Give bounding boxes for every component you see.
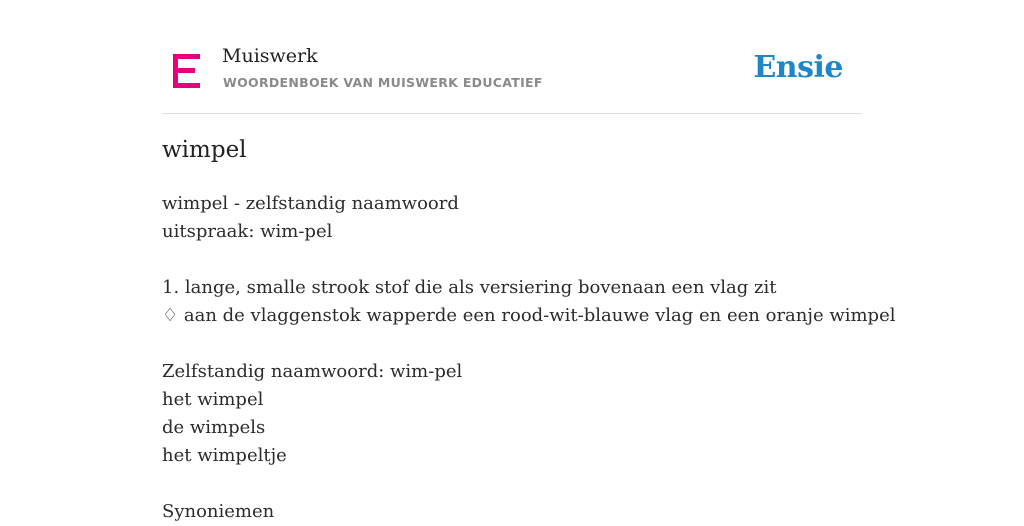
ensie-logo-link[interactable]: Ensie [753, 50, 843, 85]
definition: 1. lange, smalle strook stof die als versiering bovenaan een vlag zit [162, 277, 777, 298]
muiswerk-logo-icon[interactable] [173, 54, 200, 88]
page [162, 0, 896, 522]
word-class-line: wimpel - zelfstandig naamwoord [162, 193, 459, 214]
word-form: het wimpeltje [162, 445, 287, 466]
site-subtitle: WOORDENBOEK VAN MUISWERK EDUCATIEF [223, 75, 543, 90]
site-header [162, 0, 862, 114]
example-sentence: ♢ aan de vlaggenstok wapperde een rood-wit-blauwe vlag en een oranje wimpel [162, 305, 896, 326]
word-form: de wimpels [162, 417, 266, 438]
grammar-heading: Zelfstandig naamwoord: wim-pel [162, 361, 463, 382]
page-title: wimpel [162, 137, 247, 163]
entry-content [162, 190, 896, 526]
site-name[interactable]: Muiswerk [222, 45, 318, 67]
word-form: het wimpel [162, 389, 264, 410]
pronunciation: uitspraak: wim-pel [162, 221, 333, 242]
synonyms-heading: Synoniemen [162, 501, 275, 522]
